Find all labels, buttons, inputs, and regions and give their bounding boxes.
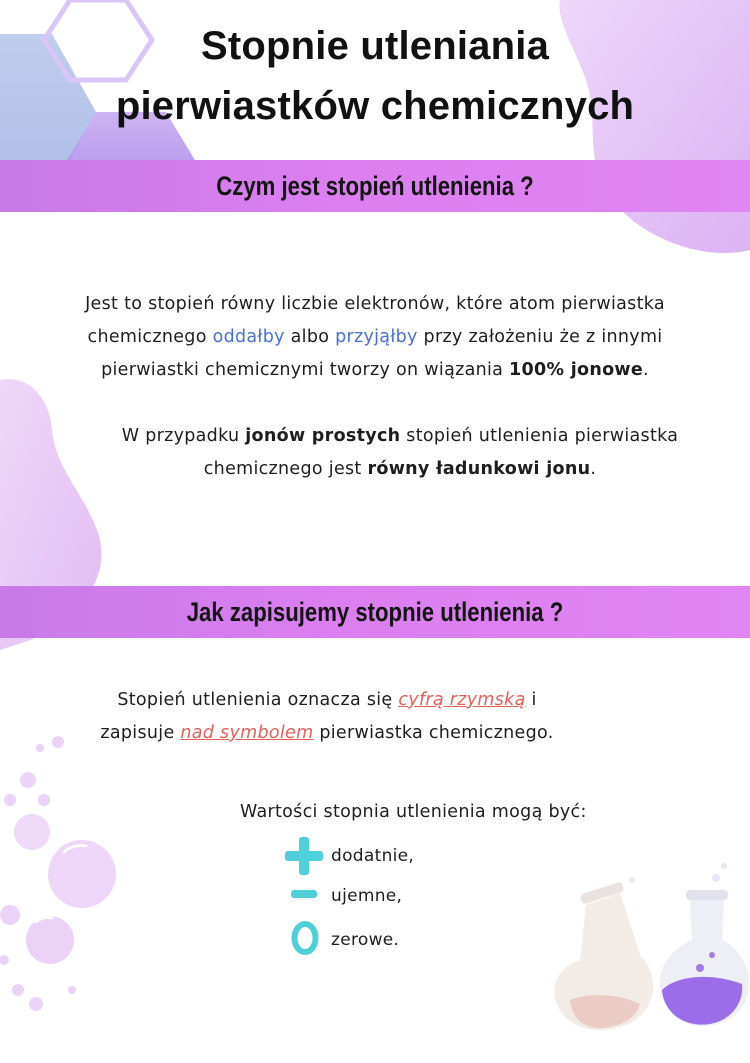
page-title-line-1: Stopnie utleniania	[200, 24, 550, 68]
keyword-cyfra-rzymska: cyfrą rzymską	[398, 690, 526, 710]
value-zero: zerowe.	[331, 930, 400, 950]
notation-line-1: Stopień utlenienia oznacza się cyfrą rzymską i	[117, 690, 537, 710]
notation-paragraph	[0, 684, 702, 750]
notation-line-2: zapisuje nad symbolem pierwiastka chemicznego.	[100, 723, 554, 743]
value-positive: dodatnie,	[331, 846, 415, 866]
keyword-przyjalby: przyjąłby	[335, 327, 418, 347]
values-intro: Wartości stopnia utlenienia mogą być:	[240, 802, 587, 822]
ions-paragraph	[25, 420, 750, 486]
ions-line-2: chemicznego jest równy ładunkowi jonu.	[203, 459, 597, 479]
ions-line-1: W przypadku jonów prostych stopień utlenienia pierwiastka	[121, 426, 679, 446]
page-title-line-2: pierwiastków chemicznych	[115, 84, 635, 128]
section-heading-2: Jak zapisujemy stopnie utlenienia ?	[186, 597, 564, 627]
definition-line-2: chemicznego oddałby albo przyjąłby przy założeniu że z innymi	[87, 327, 663, 347]
keyword-100-jonowe: 100% jonowe	[509, 360, 644, 380]
keyword-oddalby: oddałby	[212, 327, 285, 347]
definition-paragraph	[0, 288, 750, 387]
keyword-rowny-ladunkowi: równy ładunkowi jonu	[367, 459, 591, 479]
plus-icon	[284, 836, 324, 876]
zero-icon	[290, 920, 320, 956]
section-heading-1: Czym jest stopień utlenienia ?	[216, 171, 534, 201]
definition-line-1: Jest to stopień równy liczbie elektronów, które atom pierwiastka	[85, 294, 665, 314]
flasks-decoration	[554, 863, 749, 1030]
value-negative: ujemne,	[331, 886, 403, 906]
definition-line-3: pierwiastki chemicznymi tworzy on wiązania 100% jonowe.	[101, 360, 649, 380]
keyword-jonow-prostych: jonów prostych	[245, 426, 401, 446]
keyword-nad-symbolem: nad symbolem	[180, 723, 314, 743]
minus-icon	[290, 884, 318, 904]
bubbles-decoration	[0, 736, 116, 1011]
